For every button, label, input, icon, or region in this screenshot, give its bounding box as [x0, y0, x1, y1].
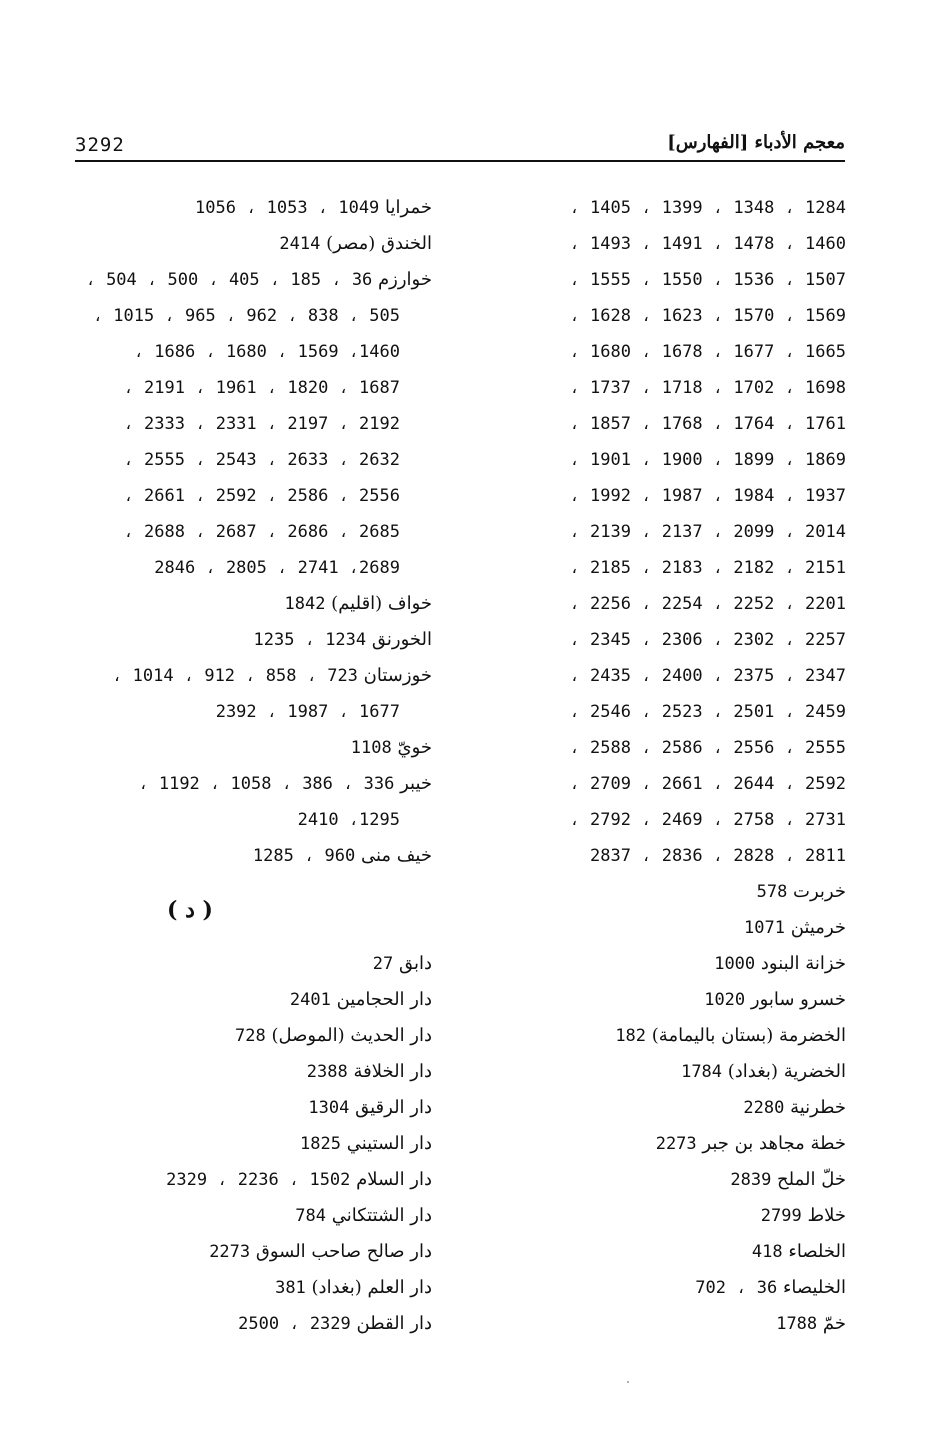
entry-page-refs: 1687 ، 1820 ، 1961 ، 2191 ، — [123, 378, 400, 398]
entry-page-refs: 1460، 1569 ، 1680 ، 1686 ، — [133, 342, 400, 362]
entry-page-refs: 1761 ، 1764 ، 1768 ، 1857 ، — [569, 414, 846, 434]
entry-name: الخندق (مصر) — [326, 233, 432, 254]
entry-page-refs: 336 ، 386 ، 1058 ، 1192 ، — [138, 774, 395, 794]
entry-page-refs: 960 ، 1285 — [252, 846, 356, 866]
entry-name: خزانة البنود — [760, 953, 846, 974]
left-entries-block — [68, 190, 432, 874]
index-continuation-line — [470, 370, 846, 406]
index-column-left — [68, 190, 432, 1342]
entry-name: دار الرقيق — [355, 1097, 432, 1118]
entry-page-refs: 27 — [372, 954, 394, 974]
index-continuation-line — [470, 658, 846, 694]
index-continuation-line — [470, 298, 846, 334]
index-entry — [470, 910, 846, 946]
index-continuation-line — [68, 298, 432, 334]
entry-page-refs: 2731 ، 2758 ، 2469 ، 2792 ، — [569, 810, 846, 830]
index-continuation-line — [470, 226, 846, 262]
index-continuation-line — [68, 550, 432, 586]
entry-page-refs: 1020 — [704, 990, 746, 1010]
entry-name: خربرت — [793, 881, 846, 902]
index-continuation-line — [470, 478, 846, 514]
entry-page-refs: 182 — [615, 1026, 647, 1046]
entry-page-refs: 728 — [235, 1026, 266, 1046]
entry-name: دار السلام — [356, 1169, 432, 1190]
page-number: 3292 — [75, 134, 125, 156]
entry-name: خلّ الملح — [777, 1169, 846, 1190]
index-entry — [470, 1090, 846, 1126]
entry-name: خيف منى — [361, 845, 432, 866]
entry-name: خمرايا — [385, 197, 432, 218]
index-entry — [470, 1306, 846, 1342]
index-entry — [68, 1198, 432, 1234]
index-entry — [68, 766, 432, 802]
index-continuation-line — [68, 694, 432, 730]
entry-page-refs: 2014 ، 2099 ، 2137 ، 2139 ، — [569, 522, 846, 542]
index-entry — [68, 622, 432, 658]
entry-page-refs: 1869 ، 1899 ، 1900 ، 1901 ، — [569, 450, 846, 470]
index-continuation-line — [470, 766, 846, 802]
index-entry — [68, 1270, 432, 1306]
running-title: معجم الأدباء [الفهارس] — [667, 132, 845, 153]
index-entry — [470, 1162, 846, 1198]
index-entry — [470, 1054, 846, 1090]
scan-speck — [627, 1381, 629, 1383]
index-entry — [68, 1090, 432, 1126]
index-entry — [470, 946, 846, 982]
entry-page-refs: 1842 — [284, 594, 326, 614]
entry-name: دابق — [398, 953, 432, 974]
index-entry — [470, 1126, 846, 1162]
index-continuation-line — [470, 262, 846, 298]
index-continuation-line — [470, 802, 846, 838]
header-rule — [75, 160, 845, 162]
index-continuation-line — [470, 334, 846, 370]
entry-name: خويّ — [397, 737, 432, 758]
index-entry — [470, 982, 846, 1018]
entry-name: دار الشتتكاني — [331, 1205, 432, 1226]
entry-page-refs: 2151 ، 2182 ، 2183 ، 2185 ، — [569, 558, 846, 578]
entry-name: خطة مجاهد بن جبر — [702, 1133, 846, 1154]
index-entry — [68, 1306, 432, 1342]
index-continuation-line — [470, 694, 846, 730]
right-entries-block — [470, 874, 846, 1342]
index-continuation-line — [470, 622, 846, 658]
entry-page-refs: 2555 ، 2556 ، 2586 ، 2588 ، — [569, 738, 846, 758]
index-column-right — [470, 190, 846, 1342]
index-entry — [470, 1018, 846, 1054]
index-entry — [470, 1270, 846, 1306]
dal-entries-block — [68, 946, 432, 1342]
index-entry — [68, 1234, 432, 1270]
section-heading-dal: ( د ) — [167, 897, 213, 923]
index-entry — [68, 946, 432, 982]
entry-page-refs: 36 ، 185 ، 405 ، 500 ، 504 ، — [85, 270, 373, 290]
entry-page-refs: 723 ، 858 ، 912 ، 1014 ، — [112, 666, 358, 686]
entry-name: دار العلم (بغداد) — [311, 1277, 432, 1298]
index-continuation-line — [470, 190, 846, 226]
index-entry — [68, 1162, 432, 1198]
entry-page-refs: 2388 — [306, 1062, 348, 1082]
entry-name: خوارزم — [378, 269, 432, 290]
entry-name: خمّ — [822, 1313, 846, 1334]
page-header — [75, 128, 845, 160]
index-entry — [68, 262, 432, 298]
entry-page-refs: 1304 — [308, 1098, 350, 1118]
entry-name: الخليصاء — [782, 1277, 846, 1298]
entry-name: خلاط — [807, 1205, 846, 1226]
entry-page-refs: 1784 — [681, 1062, 723, 1082]
entry-name: دار صالح صاحب السوق — [255, 1241, 432, 1262]
entry-name: دار الحجامين — [336, 989, 432, 1010]
entry-page-refs: 2811 ، 2828 ، 2836 ، 2837 — [590, 846, 846, 866]
entry-page-refs: 36 ، 702 — [695, 1278, 778, 1298]
entry-page-refs: 381 — [275, 1278, 306, 1298]
entry-page-refs: 1677 ، 1987 ، 2392 — [215, 702, 400, 722]
entry-page-refs: 1665 ، 1677 ، 1678 ، 1680 ، — [569, 342, 846, 362]
entry-name: الخضرمة (بستان باليمامة) — [651, 1025, 846, 1046]
index-continuation-line — [470, 730, 846, 766]
index-entry — [68, 1126, 432, 1162]
entry-page-refs: 1284 ، 1348 ، 1399 ، 1405 ، — [569, 198, 846, 218]
index-entry — [68, 1018, 432, 1054]
index-continuation-line — [68, 406, 432, 442]
entry-page-refs: 1698 ، 1702 ، 1718 ، 1737 ، — [569, 378, 846, 398]
index-entry — [68, 982, 432, 1018]
index-entry — [470, 1198, 846, 1234]
entry-page-refs: 2689، 2741 ، 2805 ، 2846 — [154, 558, 400, 578]
entry-name: خرميثن — [790, 917, 846, 938]
entry-page-refs: 1000 — [714, 954, 756, 974]
entry-page-refs: 1460 ، 1478 ، 1491 ، 1493 ، — [569, 234, 846, 254]
entry-page-refs: 1502 ، 2236 ، 2329 — [166, 1170, 351, 1190]
entry-page-refs: 1049 ، 1053 ، 1056 — [195, 198, 380, 218]
entry-name: خواف (اقليم) — [331, 593, 432, 614]
entry-name: دار الخلافة — [353, 1061, 432, 1082]
entry-page-refs: 1295، 2410 — [297, 810, 400, 830]
entry-page-refs: 2280 — [743, 1098, 785, 1118]
index-entry — [68, 658, 432, 694]
index-continuation-line — [68, 514, 432, 550]
index-continuation-line — [470, 442, 846, 478]
entry-name: دار الحديث (الموصل) — [271, 1025, 432, 1046]
index-entry — [68, 838, 432, 874]
index-continuation-line — [68, 442, 432, 478]
index-entry — [68, 586, 432, 622]
entry-page-refs: 2414 — [279, 234, 321, 254]
index-continuation-line — [470, 838, 846, 874]
entry-page-refs: 2799 — [760, 1206, 802, 1226]
index-entry — [68, 226, 432, 262]
entry-name: خوزستان — [363, 665, 432, 686]
index-continuation-line — [68, 334, 432, 370]
entry-page-refs: 1234 ، 1235 — [253, 630, 367, 650]
entry-name: خطرنية — [790, 1097, 846, 1118]
entry-page-refs: 2273 — [209, 1242, 251, 1262]
entry-page-refs: 1825 — [300, 1134, 341, 1154]
index-entry — [68, 190, 432, 226]
index-continuation-line — [470, 586, 846, 622]
index-continuation-line — [470, 406, 846, 442]
entry-page-refs: 2632 ، 2633 ، 2543 ، 2555 ، — [123, 450, 400, 470]
entry-name: الخلصاء — [788, 1241, 846, 1262]
entry-name: خيبر — [400, 773, 432, 794]
index-entry — [68, 730, 432, 766]
entry-page-refs: 2201 ، 2252 ، 2254 ، 2256 ، — [569, 594, 846, 614]
index-entry — [470, 1234, 846, 1270]
entry-page-refs: 2401 — [289, 990, 331, 1010]
entry-page-refs: 1937 ، 1984 ، 1987 ، 1992 ، — [569, 486, 846, 506]
entry-page-refs: 2347 ، 2375 ، 2400 ، 2435 ، — [569, 666, 846, 686]
entry-page-refs: 2273 — [655, 1134, 697, 1154]
entry-name: الخورنق — [371, 629, 432, 650]
entry-name: دار القطن — [356, 1313, 432, 1334]
entry-page-refs: 2192 ، 2197 ، 2331 ، 2333 ، — [123, 414, 400, 434]
index-continuation-line — [68, 370, 432, 406]
entry-page-refs: 505 ، 838 ، 962 ، 965 ، 1015 ، — [92, 306, 400, 326]
entry-page-refs: 2839 — [730, 1170, 772, 1190]
entry-page-refs: 1108 — [350, 738, 392, 758]
entry-page-refs: 578 — [756, 882, 788, 902]
entry-page-refs: 2459 ، 2501 ، 2523 ، 2546 ، — [569, 702, 846, 722]
entry-page-refs: 2685 ، 2686 ، 2687 ، 2688 ، — [123, 522, 400, 542]
entry-name: دار الستيني — [346, 1133, 432, 1154]
index-entry — [470, 874, 846, 910]
entry-page-refs: 418 — [751, 1242, 783, 1262]
index-continuation-line — [68, 478, 432, 514]
index-continuation-line — [68, 802, 432, 838]
entry-name: خسرو سابور — [750, 989, 846, 1010]
right-continuation-block — [470, 190, 846, 874]
entry-page-refs: 2592 ، 2644 ، 2661 ، 2709 ، — [569, 774, 846, 794]
entry-page-refs: 2257 ، 2302 ، 2306 ، 2345 ، — [569, 630, 846, 650]
entry-page-refs: 784 — [295, 1206, 326, 1226]
entry-page-refs: 1569 ، 1570 ، 1623 ، 1628 ، — [569, 306, 846, 326]
entry-page-refs: 1788 — [776, 1314, 818, 1334]
entry-name: الخضرية (بغداد) — [727, 1061, 846, 1082]
index-entry — [68, 1054, 432, 1090]
entry-page-refs: 1507 ، 1536 ، 1550 ، 1555 ، — [569, 270, 846, 290]
index-continuation-line — [470, 514, 846, 550]
entry-page-refs: 2329 ، 2500 — [238, 1314, 351, 1334]
entry-page-refs: 2556 ، 2586 ، 2592 ، 2661 ، — [123, 486, 400, 506]
entry-page-refs: 1071 — [744, 918, 785, 938]
index-continuation-line — [470, 550, 846, 586]
